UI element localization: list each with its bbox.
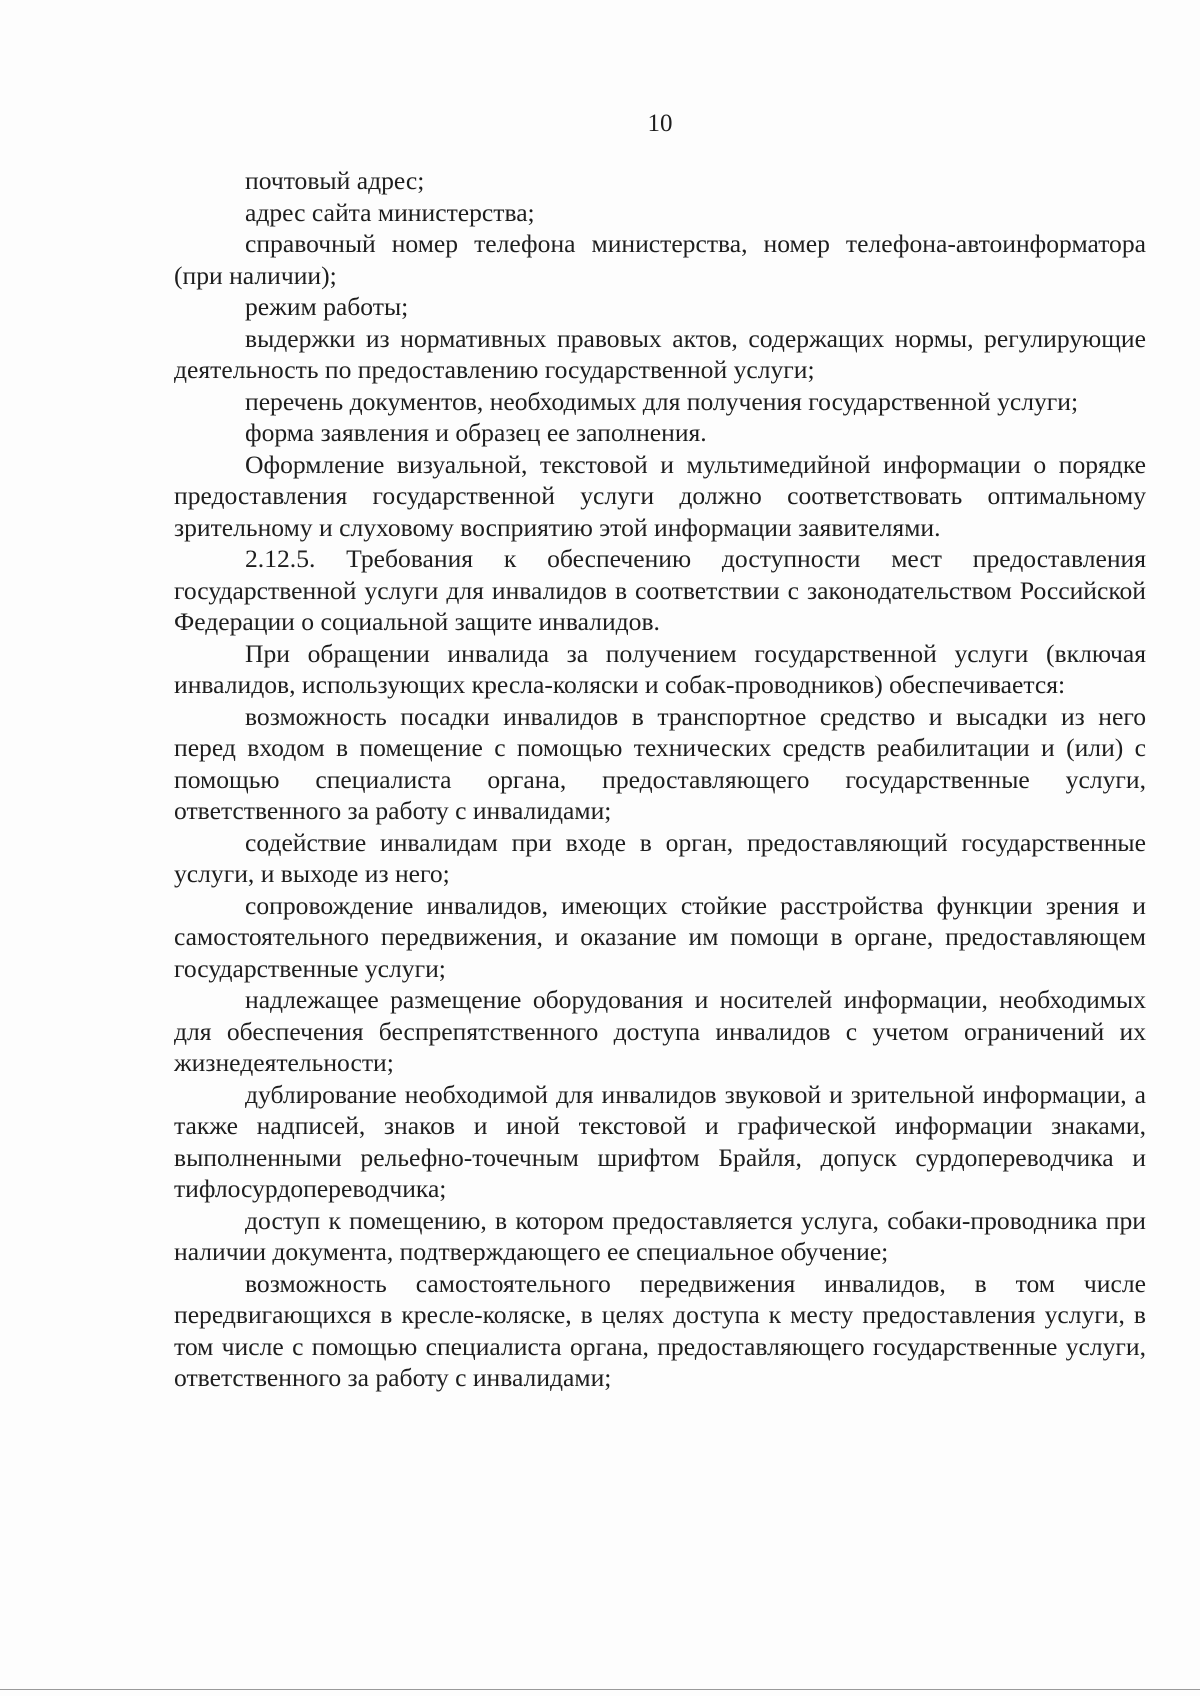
paragraph-independent-movement: возможность самостоятельного передвижения инвалидов, в том числе передвигающихся в кресле-коляске, в целях доступа к месту предоставления услуги, в том числе с помощью специалиста органа, предоставляющего государственные услуги, ответственного за работу с инвалидами; bbox=[174, 1268, 1146, 1392]
paragraph-application-form: форма заявления и образец ее заполнения. bbox=[245, 418, 707, 447]
paragraph-documents-list: перечень документов, необходимых для получения государственной услуги; bbox=[245, 386, 1079, 416]
paragraph-section-2-12-5: 2.12.5. Требования к обеспечению доступности мест предоставления государственной услуги для инвалидов в соответствии с законодательством Российской Федерации о социальной защите инвалидов. bbox=[174, 544, 1146, 636]
paragraph-braille-duplication: дублирование необходимой для инвалидов звуковой и зрительной информации, а также надписей, знаков и иной текстовой и графической информации знаками, выполненными рельефно-точечным шрифтом Брайля, допуск сурдопереводчика и тифлосурдопереводчика; bbox=[174, 1079, 1146, 1203]
paragraph-disabled-access-intro: При обращении инвалида за получением государственной услуги (включая инвалидов, использующих кресла-коляски и собак-проводников) обеспечивается: bbox=[174, 638, 1146, 699]
page-number: 10 bbox=[647, 110, 673, 137]
paragraph-regulatory-excerpts: выдержки из нормативных правовых актов, содержащих нормы, регулирующие деятельность по предоставлению государственной услуги; bbox=[174, 323, 1146, 384]
paragraph-guide-dog-access: доступ к помещению, в котором предоставляется услуга, собаки-проводника при наличии документа, подтверждающего ее специальное обучение; bbox=[174, 1205, 1146, 1266]
paragraph-vehicle-boarding: возможность посадки инвалидов в транспортное средство и высадки из него перед входом в помещение с помощью технических средств реабилитации и (или) с помощью специалиста органа, предоставляющего государственные услуги, ответственного за работу с инвалидами; bbox=[174, 701, 1146, 825]
paragraph-escort: сопровождение инвалидов, имеющих стойкие расстройства функции зрения и самостоятельного передвижения, и оказание им помощи в органе, предоставляющем государственные услуги; bbox=[174, 890, 1146, 983]
paragraph-equipment-placement: надлежащее размещение оборудования и носителей информации, необходимых для обеспечения беспрепятственного доступа инвалидов с учетом ограничений их жизнедеятельности; bbox=[174, 985, 1146, 1077]
document-body bbox=[174, 165, 1146, 1394]
paragraph-website-address: адрес сайта министерства; bbox=[245, 197, 535, 227]
paragraph-entry-assistance: содействие инвалидам при входе в орган, предоставляющий государственные услуги, и выходе из него; bbox=[174, 827, 1146, 888]
scan-bottom-edge bbox=[0, 1689, 1200, 1690]
paragraph-work-schedule: режим работы; bbox=[245, 292, 409, 321]
paragraph-information-design: Оформление визуальной, текстовой и мультимедийной информации о порядке предоставления государственной услуги должно соответствовать оптимальному зрительному и слуховому восприятию этой информации заявителями. bbox=[174, 449, 1146, 542]
paragraph-phone-numbers: справочный номер телефона министерства, номер телефона-автоинформатора (при наличии); bbox=[174, 229, 1146, 290]
paragraph-postal-address: почтовый адрес; bbox=[245, 166, 425, 195]
